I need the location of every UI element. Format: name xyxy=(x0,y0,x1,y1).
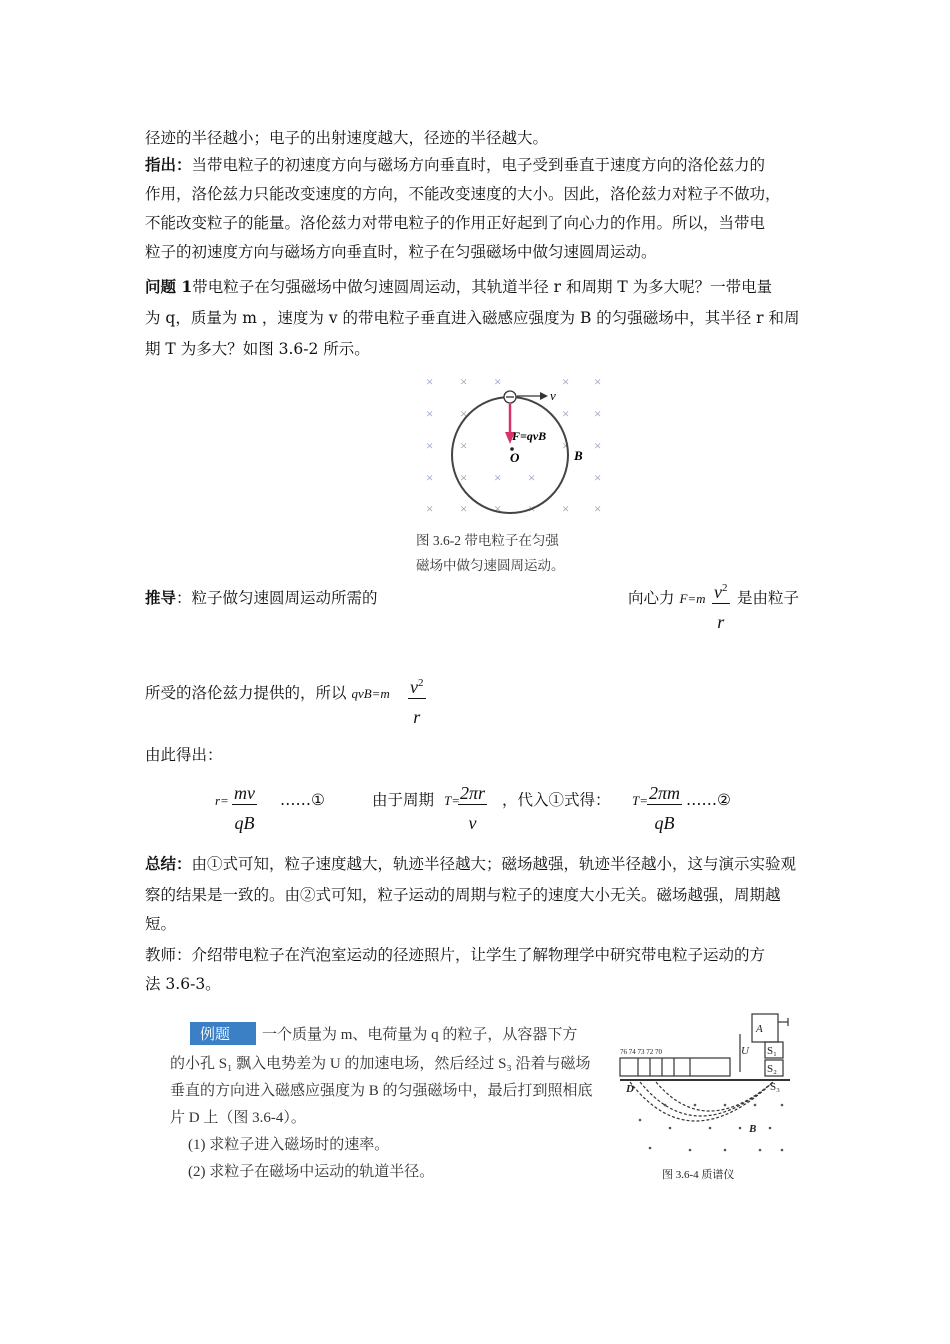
svg-text:×: × xyxy=(594,438,602,453)
text-line: 由此得出： xyxy=(145,746,223,764)
label-s2: S₂ xyxy=(767,1063,777,1075)
field-label: B xyxy=(574,448,583,463)
eq2-lhs: T= xyxy=(444,793,461,808)
paragraph-question xyxy=(145,273,772,301)
svg-text:×: × xyxy=(494,470,502,485)
fraction-eq3 xyxy=(647,783,682,834)
svg-text:×: × xyxy=(460,374,468,389)
eq1-lhs: r= xyxy=(215,793,229,808)
figure-caption: 磁场中做匀速圆周运动。 xyxy=(416,558,565,573)
eq3-tag: ……② xyxy=(686,791,731,809)
text-line: 为 q，质量为 m ，速度为 v 的带电粒子垂直进入磁感应强度为 B 的匀强磁场中，其半径 r 和周 xyxy=(145,309,800,327)
text-line: 察的结果是一致的。由②式可知，粒子运动的周期与粒子的速度大小无关。磁场越强，周期越 xyxy=(145,886,781,904)
svg-text:×: × xyxy=(528,501,536,516)
svg-text:×: × xyxy=(594,406,602,421)
text-line: 不能改变粒子的能量。洛伦兹力对带电粒子的作用正好起到了向心力的作用。所以，当带电 xyxy=(145,214,766,232)
svg-text:×: × xyxy=(562,438,570,453)
label-u: U xyxy=(741,1045,749,1057)
force-label: F=qvB xyxy=(512,429,547,443)
svg-text:×: × xyxy=(460,501,468,516)
scale-label: 76 74 73 72 70 xyxy=(620,1048,662,1056)
figure-caption: 图 3.6-4 质谱仪 xyxy=(662,1169,735,1181)
fraction-numerator: mv xyxy=(234,783,255,803)
svg-text:×: × xyxy=(426,470,434,485)
formula-span: F=m xyxy=(679,591,706,606)
svg-text:×: × xyxy=(562,374,570,389)
label-summary: 总结： xyxy=(145,854,192,873)
text-line: 短。 xyxy=(145,915,177,933)
text-line: 由①式可知，粒子速度越大，轨迹半径越大；磁场越强，轨迹半径越小，这与演示实验观 xyxy=(191,855,797,873)
fraction-denominator: r xyxy=(413,707,421,727)
text-span: 向心力 xyxy=(628,589,675,607)
svg-text:×: × xyxy=(460,406,468,421)
fraction-eq1 xyxy=(232,783,257,834)
text-line: 法 3.6-3。 xyxy=(145,975,221,993)
example-text: 的小孔 S₁ 飘入电势差为 U 的加速电场，然后经过 S₃ 沿着与磁场 xyxy=(170,1056,591,1072)
svg-text:×: × xyxy=(594,374,602,389)
label-derivation: 推导 xyxy=(145,588,177,607)
svg-text:×: × xyxy=(426,374,434,389)
label-a: A xyxy=(756,1023,763,1035)
svg-text:×: × xyxy=(494,501,502,516)
figure-circular-motion xyxy=(412,370,622,580)
svg-text:×: × xyxy=(460,438,468,453)
fraction-denominator: qB xyxy=(234,813,255,833)
label-s3: S₃ xyxy=(770,1081,780,1093)
text-line: ，代入①式得： xyxy=(502,791,611,809)
fraction-denominator: v xyxy=(468,813,477,833)
text-line: 期 T 为多大？如图 3.6-2 所示。 xyxy=(145,340,370,358)
fraction-v2-over-r xyxy=(712,582,730,633)
example-text: 垂直的方向进入磁感应强度为 B 的匀强磁场中，最后打到照相底 xyxy=(170,1083,593,1099)
center-label: O xyxy=(510,450,520,465)
fraction-numerator: 2πr xyxy=(460,783,486,803)
svg-text:×: × xyxy=(460,470,468,485)
text-line xyxy=(628,584,706,613)
text-line: 径迹的半径越小；电子的出射速度越大，径迹的半径越大。 xyxy=(145,129,549,147)
label-s1: S₁ xyxy=(767,1045,777,1057)
svg-text:×: × xyxy=(494,374,502,389)
svg-text:×: × xyxy=(594,501,602,516)
svg-text:×: × xyxy=(528,470,536,485)
svg-text:×: × xyxy=(426,501,434,516)
text-line: 是由粒子 xyxy=(737,589,800,607)
mass-spectrometer-figure xyxy=(620,1014,790,1121)
fraction-denominator: qB xyxy=(654,813,675,833)
paragraph-derivation xyxy=(145,584,378,612)
velocity-label: v xyxy=(550,388,556,403)
example-block xyxy=(170,1010,800,1185)
fraction-denominator: r xyxy=(717,612,725,632)
fraction-eq2 xyxy=(458,783,487,834)
label-question: 问题 1 xyxy=(145,277,193,296)
example-question: (1) 求粒子进入磁场时的速率。 xyxy=(188,1137,390,1153)
example-tag-label: 例题 xyxy=(200,1027,231,1043)
svg-text:×: × xyxy=(562,501,570,516)
label-note: 指出： xyxy=(145,155,192,174)
svg-text:×: × xyxy=(594,470,602,485)
fraction-numerator: 2πm xyxy=(649,783,681,803)
fraction-v2-over-r xyxy=(408,677,426,728)
text-line: 由于周期 xyxy=(372,791,435,809)
label-d: D xyxy=(626,1083,634,1095)
svg-text:×: × xyxy=(426,406,434,421)
fraction-numerator: $v^2$ xyxy=(714,582,728,602)
text-line: 粒子的初速度方向与磁场方向垂直时，粒子在匀强磁场中做匀速圆周运动。 xyxy=(145,243,657,261)
paragraph-summary xyxy=(145,850,796,878)
svg-text:×: × xyxy=(426,438,434,453)
eq1-tag: ……① xyxy=(280,791,325,809)
text-span: 所受的洛伦兹力提供的，所以 xyxy=(145,684,347,702)
example-question: (2) 求粒子在磁场中运动的轨道半径。 xyxy=(188,1164,435,1180)
example-text: 一个质量为 m、电荷量为 q 的粒子，从容器下方 xyxy=(262,1027,578,1043)
text-line: 当带电粒子的初速度方向与磁场方向垂直时，电子受到垂直于速度方向的洛伦兹力的 xyxy=(191,156,766,174)
text-line xyxy=(145,679,390,708)
figure-caption: 图 3.6-2 带电粒子在匀强 xyxy=(416,533,559,548)
fraction-numerator: $v^2$ xyxy=(410,677,424,697)
label-b: B xyxy=(749,1123,757,1135)
formula-span: qvB=m xyxy=(351,686,390,701)
text-line: ：粒子做匀速圆周运动所需的 xyxy=(176,589,378,607)
paragraph-note xyxy=(145,151,765,179)
text-line: 带电粒子在匀强磁场中做匀速圆周运动，其轨道半径 r 和周期 T 为多大呢？一带电量 xyxy=(192,278,773,296)
text-line: 教师：介绍带电粒子在汽泡室运动的径迹照片，让学生了解物理学中研究带电粒子运动的方 xyxy=(145,946,766,964)
eq3-lhs: T= xyxy=(632,793,649,808)
text-line: 作用，洛伦兹力只能改变速度的方向，不能改变速度的大小。因此，洛伦兹力对粒子不做功， xyxy=(145,185,781,203)
example-text: 片 D 上（图 3.6-4）。 xyxy=(170,1110,306,1126)
svg-text:×: × xyxy=(562,406,570,421)
